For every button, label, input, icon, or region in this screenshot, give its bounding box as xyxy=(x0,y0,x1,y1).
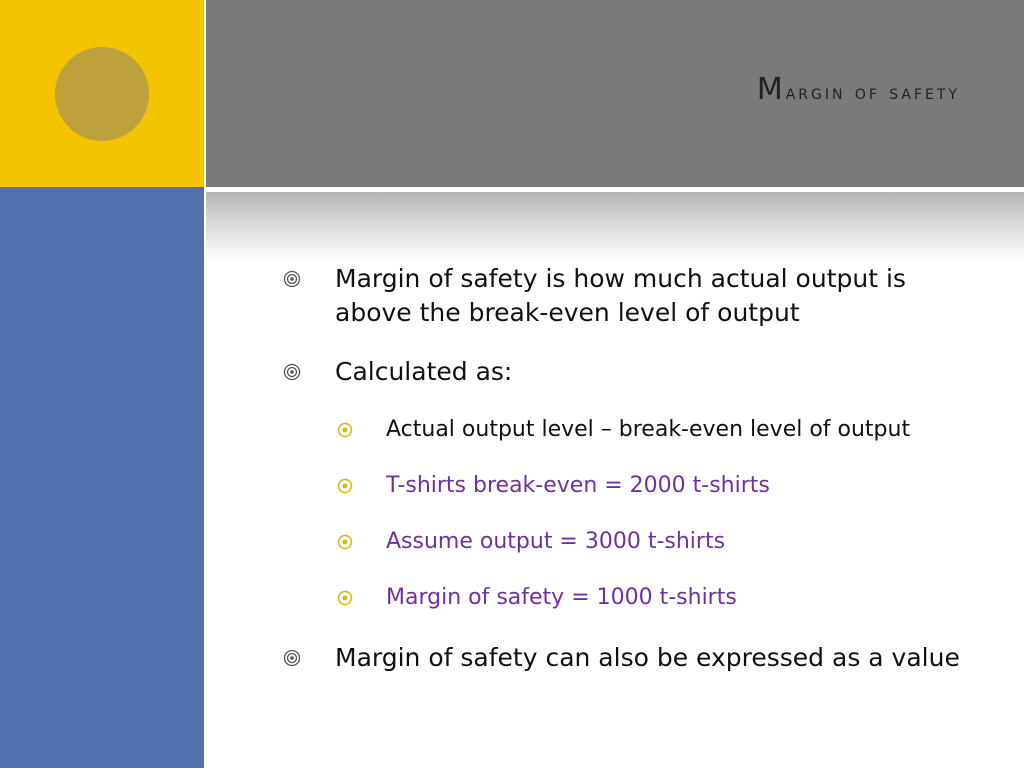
bullet-list xyxy=(283,262,973,675)
target-bullet-icon xyxy=(283,649,301,667)
bullet-text: Margin of safety can also be expressed as a value xyxy=(335,643,960,672)
blue-side-bar xyxy=(0,187,204,768)
bullet-text: Margin of safety is how much actual output is above the break-even level of output xyxy=(335,264,906,327)
ring-bullet-icon xyxy=(337,590,353,606)
sub-bullet-text: Assume output = 3000 t-shirts xyxy=(386,529,726,554)
bullet-item xyxy=(283,641,973,675)
decorative-circle xyxy=(55,47,149,141)
ring-bullet-icon xyxy=(337,478,353,494)
sub-bullet-text: Margin of safety = 1000 t-shirts xyxy=(386,585,737,610)
sub-bullet-item xyxy=(283,415,973,445)
sub-bullet-text: T-shirts break-even = 2000 t-shirts xyxy=(386,473,770,498)
target-bullet-icon xyxy=(283,270,301,288)
sub-bullet-item xyxy=(283,471,973,501)
gradient-band xyxy=(206,192,1024,262)
slide-title: Margin of safety xyxy=(756,72,960,107)
sub-bullet-item xyxy=(283,583,973,613)
bullet-item xyxy=(283,355,973,389)
ring-bullet-icon xyxy=(337,534,353,550)
sub-bullet-item xyxy=(283,527,973,557)
ring-bullet-icon xyxy=(337,422,353,438)
sub-bullet-text: Actual output level – break-even level of output xyxy=(386,417,911,442)
bullet-text: Calculated as: xyxy=(335,357,513,386)
target-bullet-icon xyxy=(283,363,301,381)
header-divider xyxy=(204,187,1024,191)
bullet-item xyxy=(283,262,973,330)
